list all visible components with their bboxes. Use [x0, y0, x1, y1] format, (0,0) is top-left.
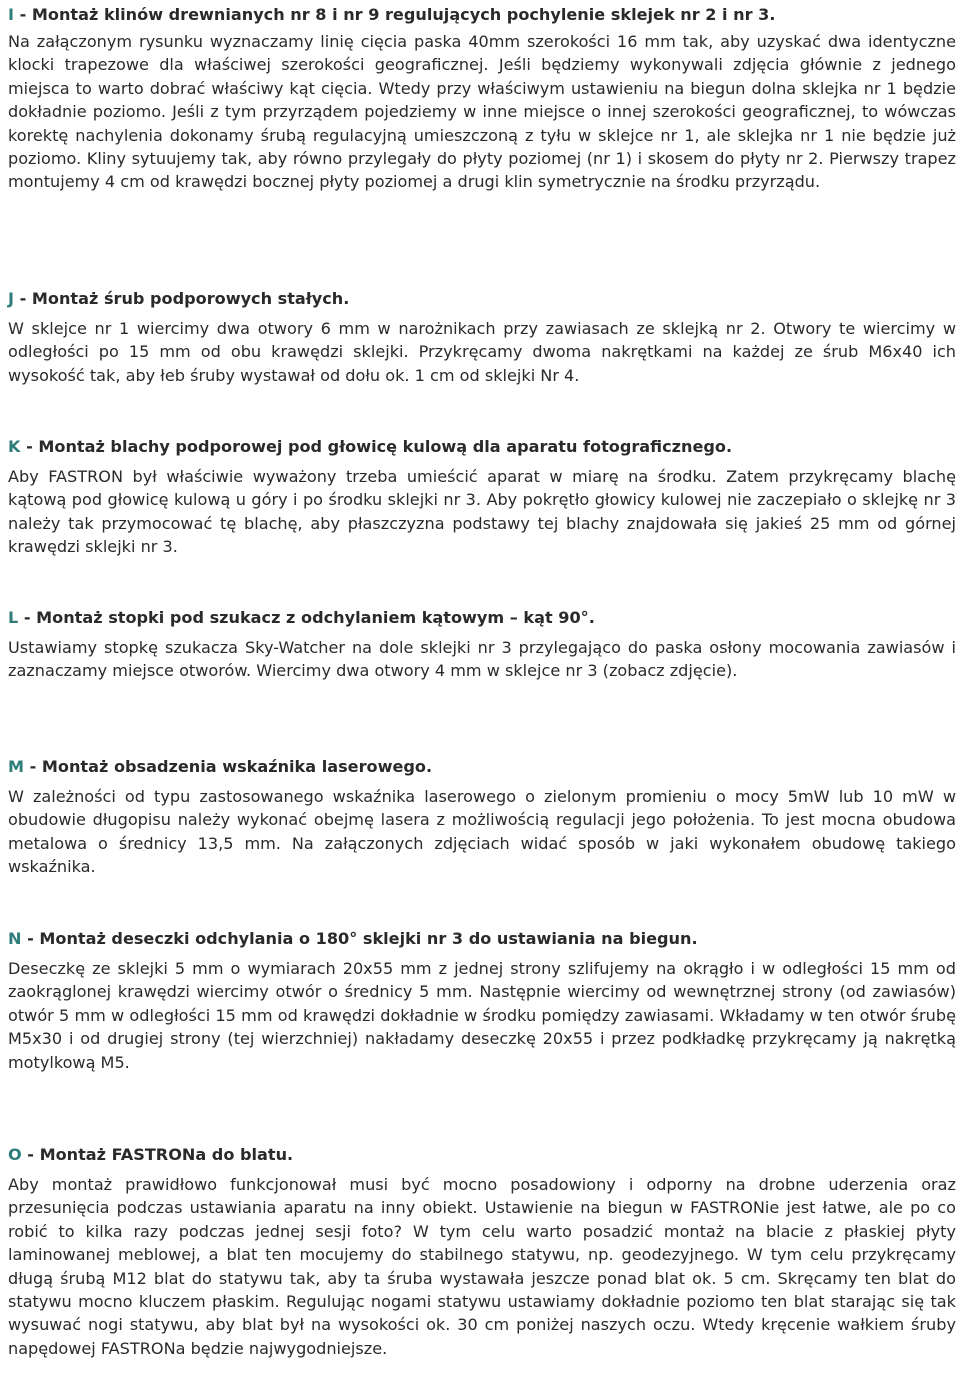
section-title: - Montaż FASTRONa do blatu.	[21, 1145, 294, 1164]
section-heading	[8, 755, 956, 778]
section-letter: J	[8, 289, 14, 308]
section-l	[8, 606, 956, 683]
section-title: - Montaż obsadzenia wskaźnika laserowego.	[24, 757, 433, 776]
section-j	[8, 287, 956, 387]
section-title: - Montaż śrub podporowych stałych.	[14, 289, 350, 308]
section-letter: M	[8, 757, 25, 776]
section-heading	[8, 435, 956, 458]
section-heading	[8, 927, 956, 950]
section-body: W sklejce nr 1 wiercimy dwa otwory 6 mm w narożnikach przy zawiasach ze sklejką nr 2. Otwory te wiercimy w odległości po 15 mm od obu krawędzi sklejki. Przykręcamy dwoma nakrętkami na każdej ze śrub M6x40 ich wysokość tak, aby łeb śruby wystawał od dołu ok. 1 cm od sklejki Nr 4.	[8, 319, 956, 385]
section-letter: I	[8, 5, 14, 24]
section-body: W zależności od typu zastosowanego wskaźnika laserowego o zielonym promieniu o mocy 5mW lub 10 mW w obudowie długopisu należy wykonać obejmę lasera z możliwością regulacji jego położenia. To jest mocna obudowa metalowa o średnicy 13,5 mm. Na załączonych zdjęciach widać sposób w jaki wykonałem obudowę takiego wskaźnika.	[8, 787, 956, 877]
section-i	[8, 3, 956, 194]
section-body: Ustawiamy stopkę szukacza Sky-Watcher na dole sklejki nr 3 przylegająco do paska osłony mocowania zawiasów i zaznaczamy miejsce otworów. Wiercimy dwa otwory 4 mm w sklejce nr 3 (zobacz zdjęcie).	[8, 638, 956, 681]
section-body: Deseczkę ze sklejki 5 mm o wymiarach 20x55 mm z jednej strony szlifujemy na okrągło i w odległości 15 mm od zaokrąglonej krawędzi wiercimy otwór o średnicy 5 mm. Następnie wiercimy od wewnętrznej strony (od zawiasów) otwór 5 mm w odległości 15 mm od krawędzi dokładnie w środku pomiędzy zawiasami. Wkładamy w ten otwór śrubę M5x30 i od drugiej strony (tej wierzchniej) nakładamy deseczkę 20x55 i przez podkładkę przykręcamy ją nakrętką motylkową M5.	[8, 959, 956, 1072]
section-heading	[8, 606, 956, 629]
section-letter: N	[8, 929, 22, 948]
section-k	[8, 435, 956, 559]
section-title: - Montaż stopki pod szukacz z odchylaniem kątowym – kąt 90°.	[18, 608, 595, 627]
section-body: Na załączonym rysunku wyznaczamy linię cięcia paska 40mm szerokości 16 mm tak, aby uzyskać dwa identyczne klocki trapezowe dla właściwej szerokości geograficznej. Jeśli będziemy wykonywali zdjęcia głównie z jednego miejsca to warto dobrać właściwy kąt cięcia. Wtedy przy właściwym ustawieniu na biegun dolna sklejka nr 1 będzie dokładnie poziomo. Jeśli z tym przyrządem pojedziemy w inne miejsce o innej szerokości geograficznej, to wówczas korektę nachylenia dokonamy śrubą regulacyjną umieszczoną z tyłu w sklejce nr 1, ale sklejka nr 1 nie będzie już poziomo. Kliny sytuujemy tak, aby równo przylegały do płyty poziomej (nr 1) i skosem do płyty nr 2. Pierwszy trapez montujemy 4 cm od krawędzi bocznej płyty poziomej a drugi klin symetrycznie na środku przyrządu.	[8, 32, 956, 192]
section-heading	[8, 1143, 956, 1166]
section-body: Aby FASTRON był właściwie wyważony trzeba umieścić aparat w miarę na środku. Zatem przykręcamy blachę kątową pod głowicę kulową u góry i po środku sklejki nr 3. Aby pokrętło głowicy kulowej nie zaczepiało o sklejkę nr 3 należy tak przymocować tę blachę, aby płaszczyzna podstawy tej blachy znajdowała się jakieś 25 mm od górnej krawędzi sklejki nr 3.	[8, 467, 956, 557]
section-letter: K	[8, 437, 21, 456]
section-letter: L	[8, 608, 19, 627]
section-m	[8, 755, 956, 879]
section-title: - Montaż blachy podporowej pod głowicę kulową dla aparatu fotograficznego.	[20, 437, 733, 456]
section-letter: O	[8, 1145, 22, 1164]
section-body: Aby montaż prawidłowo funkcjonował musi być mocno posadowiony i odporny na drobne uderzenia oraz przesunięcia podczas ustawiania aparatu na inny obiekt. Ustawienie na biegun w FASTRONie jest łatwe, ale po co robić to kilka razy podczas jednej sesji foto? W tym celu warto posadzić montaż na blacie z płaskiej płyty laminowanej meblowej, a blat ten mocujemy do stabilnego statywu, np. geodezyjnego. W tym celu przykręcamy długą śrubą M12 blat do statywu tak, aby ta śruba wystawała jeszcze ponad blat ok. 5 cm. Skręcamy ten blat do statywu mocno kluczem płaskim. Regulując nogami statywu ustawiamy dokładnie poziomo ten blat starając się tak wysuwać nogi statywu, aby blat był na wysokości ok. 30 cm poniżej naszych oczu. Wtedy kręcenie wałkiem śruby napędowej FASTRONa będzie najwygodniejsze.	[8, 1175, 956, 1358]
section-heading	[8, 3, 956, 26]
section-title: - Montaż klinów drewnianych nr 8 i nr 9 regulujących pochylenie sklejek nr 2 i nr 3.	[14, 5, 776, 24]
section-title: - Montaż deseczki odchylania o 180° sklejki nr 3 do ustawiania na biegun.	[21, 929, 698, 948]
section-o	[8, 1143, 956, 1360]
section-n	[8, 927, 956, 1074]
section-heading	[8, 287, 956, 310]
